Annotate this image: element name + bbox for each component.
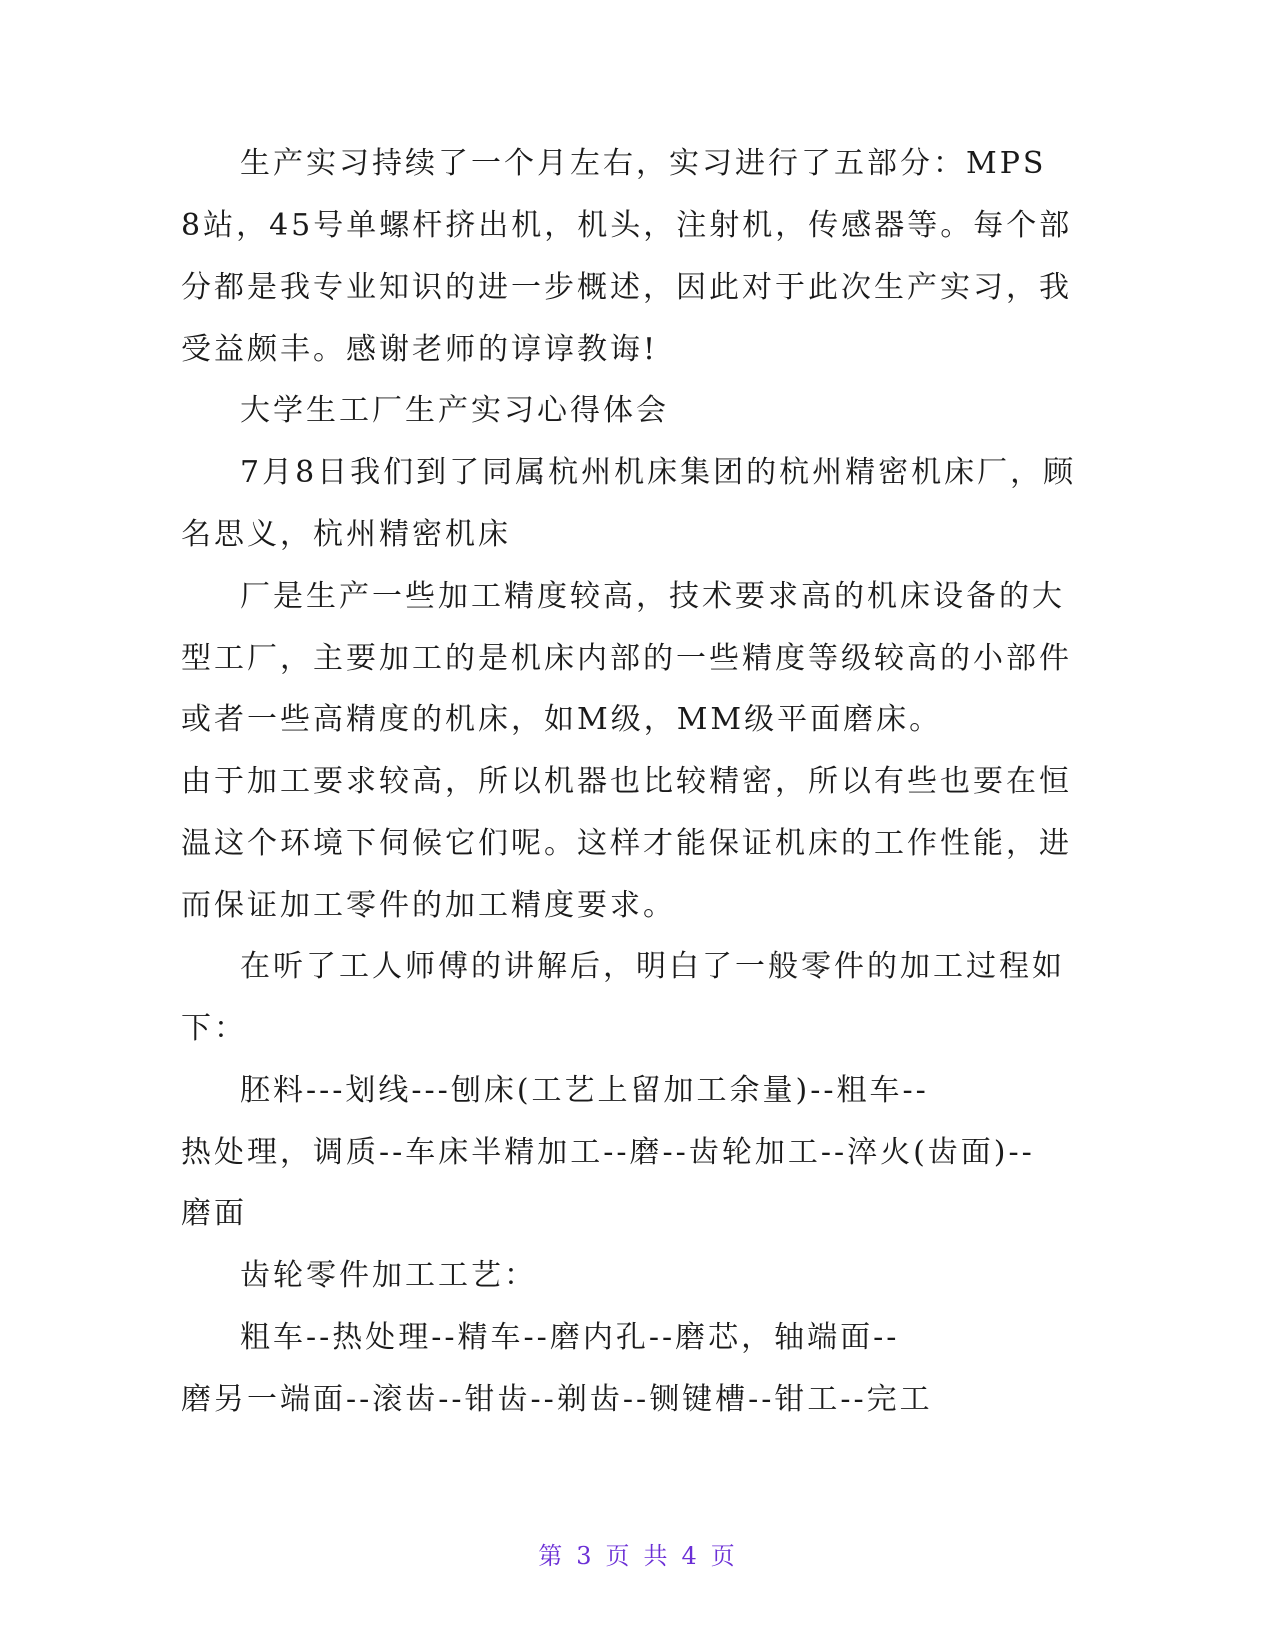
footer-page-label: 页 [605, 1542, 632, 1570]
process-line: 胚料---划线---刨床(工艺上留加工余量)--粗车-- [240, 1073, 929, 1108]
footer-total-pages: 4 [681, 1542, 699, 1570]
paragraph-line: 生产实习持续了一个月左右，实习进行了五部分：MPS [240, 146, 1047, 181]
process-line: 磨面 [181, 1196, 247, 1231]
paragraph-line: 型工厂，主要加工的是机床内部的一些精度等级较高的小部件 [181, 641, 1072, 676]
paragraph-line: 在听了工人师傅的讲解后，明白了一般零件的加工过程如 [240, 949, 1065, 984]
page-footer [0, 1540, 1275, 1572]
process-line: 磨另一端面--滚齿--钳齿--剃齿--铡键槽--钳工--完工 [181, 1382, 933, 1417]
paragraph-line: 名思义，杭州精密机床 [181, 517, 511, 552]
paragraph-line: 由于加工要求较高，所以机器也比较精密，所以有些也要在恒 [181, 764, 1072, 799]
footer-page-number: 3 [576, 1542, 594, 1570]
paragraph-line: 温这个环境下伺候它们呢。这样才能保证机床的工作性能，进 [181, 826, 1072, 861]
footer-suffix: 页 [710, 1542, 737, 1570]
paragraph-line: 厂是生产一些加工精度较高，技术要求高的机床设备的大 [240, 579, 1065, 614]
footer-prefix: 第 [538, 1542, 565, 1570]
process-line: 热处理，调质--车床半精加工--磨--齿轮加工--淬火(齿面)-- [181, 1135, 1035, 1170]
paragraph-line: 下： [181, 1011, 247, 1046]
paragraph-line: 分都是我专业知识的进一步概述，因此对于此次生产实习，我 [181, 270, 1072, 305]
paragraph-line: 8站，45号单螺杆挤出机，机头，注射机，传感器等。每个部 [181, 208, 1073, 243]
footer-total-label: 共 [643, 1542, 670, 1570]
paragraph-line: 7月8日我们到了同属杭州机床集团的杭州精密机床厂，顾 [240, 455, 1077, 490]
process-line: 粗车--热处理--精车--磨内孔--磨芯，轴端面-- [240, 1320, 900, 1355]
paragraph-line: 而保证加工零件的加工精度要求。 [181, 888, 676, 923]
paragraph-line: 齿轮零件加工工艺： [240, 1258, 537, 1293]
section-heading: 大学生工厂生产实习心得体会 [240, 393, 669, 428]
paragraph-line: 或者一些高精度的机床，如M级，MM级平面磨床。 [181, 702, 943, 737]
paragraph-line: 受益颇丰。感谢老师的谆谆教诲! [181, 332, 659, 367]
